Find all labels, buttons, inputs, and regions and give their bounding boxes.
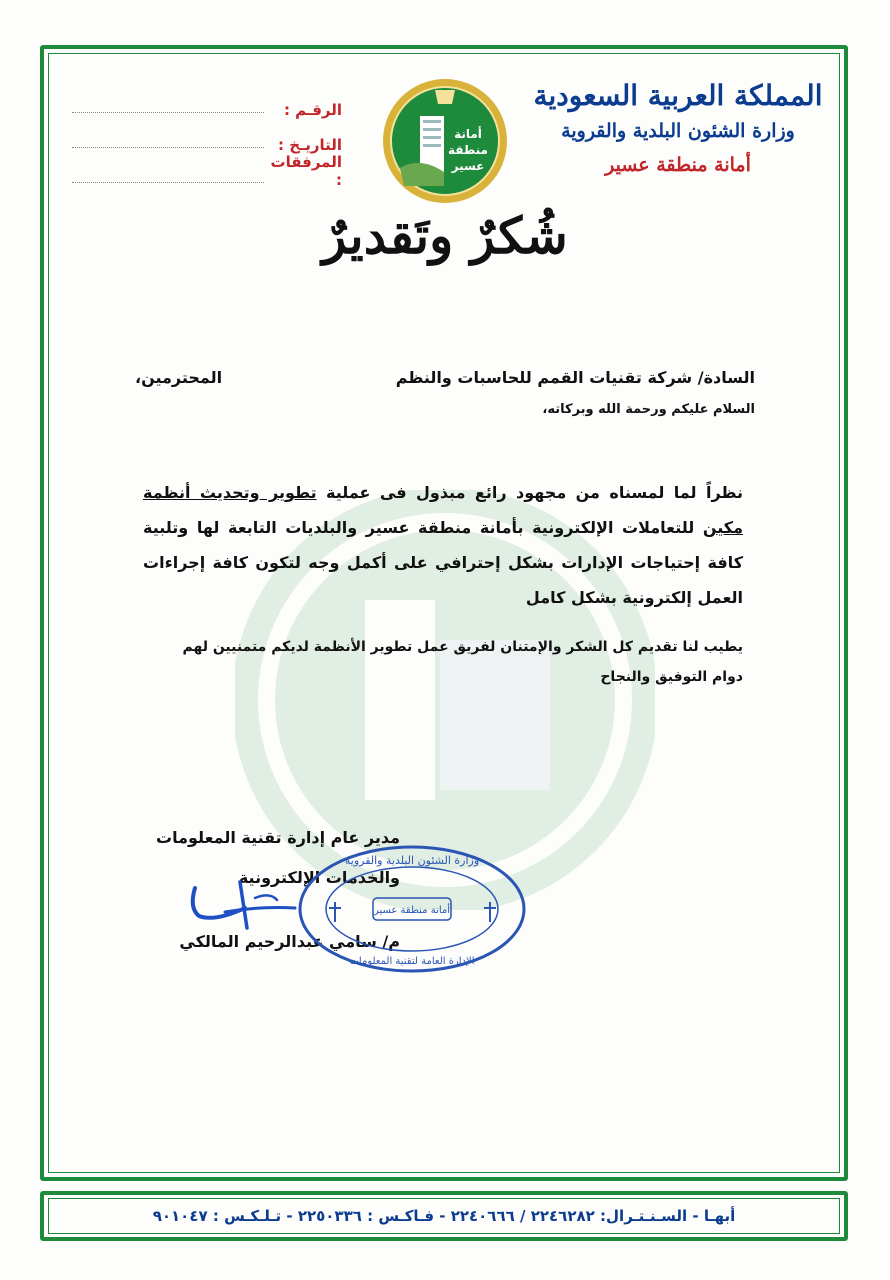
field-number-label: الرقـم : xyxy=(283,101,342,119)
official-stamp-icon xyxy=(295,842,530,977)
field-date-label: التاريـخ : xyxy=(278,136,342,154)
paragraph-1-start: نظراً لما لمسناه من مجهود رائع مبذول فى عملية xyxy=(316,483,744,502)
country-name: المملكة العربية السعودية xyxy=(533,79,823,112)
paragraph-1-highlight: تطوير وتحديث أنظمة مكين xyxy=(143,483,743,537)
dotted-line xyxy=(72,146,264,148)
footer-contact: أبهـا - السـنـتـرال: ٢٢٤٦٢٨٢ / ٢٢٤٠٦٦٦ - فـاكـس : ٢٢٥٠٣٣٦ - تـلـكـس : ٩٠١٠٤٧ xyxy=(152,1207,736,1225)
recipient-name: السادة/ شركة تقنيات القمم للحاسبات والنظم xyxy=(395,368,755,387)
logo-text-3: عسير xyxy=(451,159,485,173)
signatory-title-1: مدير عام إدارة تقنية المعلومات xyxy=(156,828,400,847)
logo-text-1: أمانة xyxy=(454,127,482,141)
stamp-bottom-text: الإدارة العامة لتقنية المعلومات xyxy=(349,956,475,967)
ministry-name: وزارة الشئون البلدية والقروية xyxy=(561,120,795,142)
asir-municipality-logo-icon xyxy=(380,76,510,206)
greeting: السلام عليكم ورحمة الله وبركاته، xyxy=(542,402,755,417)
paragraph-1 xyxy=(143,475,743,615)
field-number xyxy=(72,84,342,119)
field-attachments-label: المرفقات : xyxy=(270,153,342,189)
letterhead-org xyxy=(528,78,828,182)
dotted-line xyxy=(72,181,264,183)
footer-bar xyxy=(48,1198,840,1234)
paragraph-2-line-2: دوام التوفيق والنجاح xyxy=(600,669,743,685)
paragraph-2 xyxy=(143,632,743,692)
signatory-title-2: والخدمات الإلكترونية xyxy=(238,868,400,887)
logo-text-2: منطقة xyxy=(448,143,488,157)
paragraph-1-end: للتعاملات الإلكترونية بأمانة منطقة عسير والبلديات التابعة لها وتلبية كافة إحتياجات الإدارات بشكل إحترافي على أكمل وجه لتكون كافة إجراءات العمل إلكترونية بشكل كامل xyxy=(143,518,743,607)
stamp-center-text: أمانة منطقة عسير xyxy=(373,905,451,916)
stamp-outer-text: وزارة الشئون البلدية والقروية xyxy=(344,854,480,867)
recipient-line xyxy=(135,368,755,387)
recipient-honorific: المحترمين، xyxy=(135,368,223,387)
signatory-name: م/ سامي عبدالرحيم المالكي xyxy=(179,932,400,951)
paragraph-2-line-1: يطيب لنا تقديم كل الشكر والإمتنان لفريق عمل تطوير الأنظمة لديكم متمنيين لهم xyxy=(182,639,743,655)
handwritten-signature-icon xyxy=(185,878,300,938)
reference-fields xyxy=(72,84,342,189)
document-title: شُكرٌ وتَقديرٌ xyxy=(322,206,568,265)
field-date xyxy=(72,119,342,154)
dotted-line xyxy=(72,111,264,113)
field-attachments xyxy=(72,154,342,189)
municipality-name: أمانة منطقة عسير xyxy=(605,154,751,176)
